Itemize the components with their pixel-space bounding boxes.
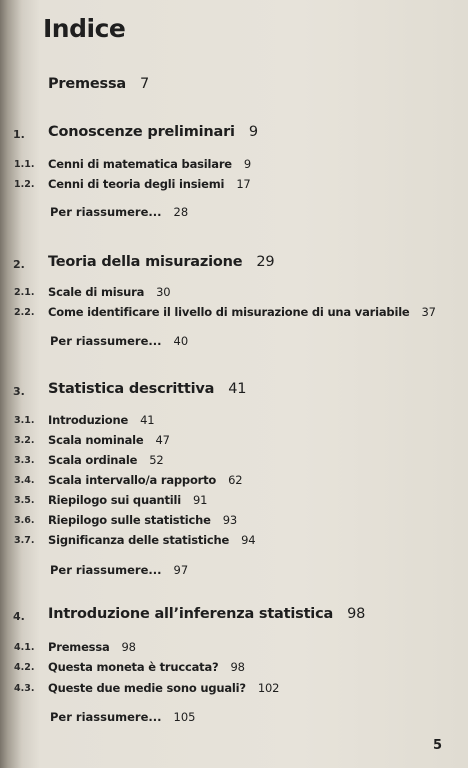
- section-label: Scala intervallo/a rapporto: [48, 473, 217, 487]
- section-page: 30: [156, 285, 171, 299]
- summary-page: 97: [173, 563, 189, 577]
- summary-label: Per riassumere...: [50, 205, 162, 219]
- section-number: 1.2.: [14, 179, 35, 190]
- summary-page: 105: [173, 710, 196, 724]
- section-label: Cenni di teoria degli insiemi: [48, 177, 225, 191]
- entry-label: Premessa: [48, 76, 127, 92]
- summary-page: 40: [173, 334, 189, 348]
- section-page: 17: [236, 177, 251, 191]
- section-label: Questa moneta è truccata?: [48, 660, 219, 674]
- section-number: 4.2.: [14, 662, 35, 673]
- section-label: Cenni di matematica basilare: [48, 157, 232, 171]
- section-label: Introduzione: [48, 413, 129, 427]
- chapter-label: Statistica descrittiva: [48, 381, 215, 397]
- chapter-number: 4.: [13, 610, 25, 623]
- section-label: Scala nominale: [48, 433, 144, 447]
- section-number: 3.3.: [14, 455, 35, 466]
- chapter-page: 9: [248, 124, 258, 140]
- section-number: 3.5.: [14, 495, 35, 506]
- section-page: 102: [257, 681, 280, 695]
- section-number: 2.1.: [14, 287, 35, 298]
- section-number: 4.1.: [14, 642, 35, 653]
- section-page: 41: [140, 413, 155, 427]
- section-page: 37: [421, 305, 436, 319]
- section-page: 94: [241, 533, 256, 547]
- section-page: 52: [149, 453, 164, 467]
- section-page: 91: [193, 493, 208, 507]
- entry-page: 7: [140, 76, 150, 92]
- section-page: 9: [243, 157, 252, 171]
- section-label: Significanza delle statistiche: [48, 533, 230, 547]
- chapter-label: Conoscenze preliminari: [48, 124, 235, 140]
- section-number: 3.1.: [14, 415, 35, 426]
- section-number: 4.3.: [14, 683, 35, 694]
- section-number: 3.2.: [14, 435, 35, 446]
- section-number: 3.6.: [14, 515, 35, 526]
- summary-page: 28: [173, 205, 189, 219]
- summary-label: Per riassumere...: [50, 710, 162, 724]
- section-label: Come identificare il livello di misurazione di una variabile: [48, 305, 410, 319]
- chapter-label: Introduzione all’inferenza statistica: [48, 606, 334, 622]
- section-label: Scala ordinale: [48, 453, 138, 467]
- summary-label: Per riassumere...: [50, 334, 162, 348]
- section-label: Scale di misura: [48, 285, 145, 299]
- chapter-number: 2.: [13, 258, 25, 271]
- section-number: 3.7.: [14, 535, 35, 546]
- section-page: 98: [121, 640, 136, 654]
- section-label: Premessa: [48, 640, 110, 654]
- section-page: 93: [222, 513, 237, 527]
- chapter-number: 3.: [13, 385, 25, 398]
- section-page: 47: [155, 433, 170, 447]
- section-number: 2.2.: [14, 307, 35, 318]
- section-page: 98: [230, 660, 245, 674]
- chapter-page: 41: [228, 381, 247, 397]
- section-number: 3.4.: [14, 475, 35, 486]
- section-label: Riepilogo sui quantili: [48, 493, 182, 507]
- section-page: 62: [228, 473, 243, 487]
- chapter-label: Teoria della misurazione: [48, 254, 243, 270]
- summary-label: Per riassumere...: [50, 563, 162, 577]
- section-number: 1.1.: [14, 159, 35, 170]
- page-number: 5: [433, 738, 443, 753]
- chapter-page: 98: [347, 606, 366, 622]
- section-label: Riepilogo sulle statistiche: [48, 513, 211, 527]
- page-title: Indice: [43, 14, 126, 43]
- chapter-page: 29: [256, 254, 275, 270]
- section-label: Queste due medie sono uguali?: [48, 681, 246, 695]
- chapter-number: 1.: [13, 128, 25, 141]
